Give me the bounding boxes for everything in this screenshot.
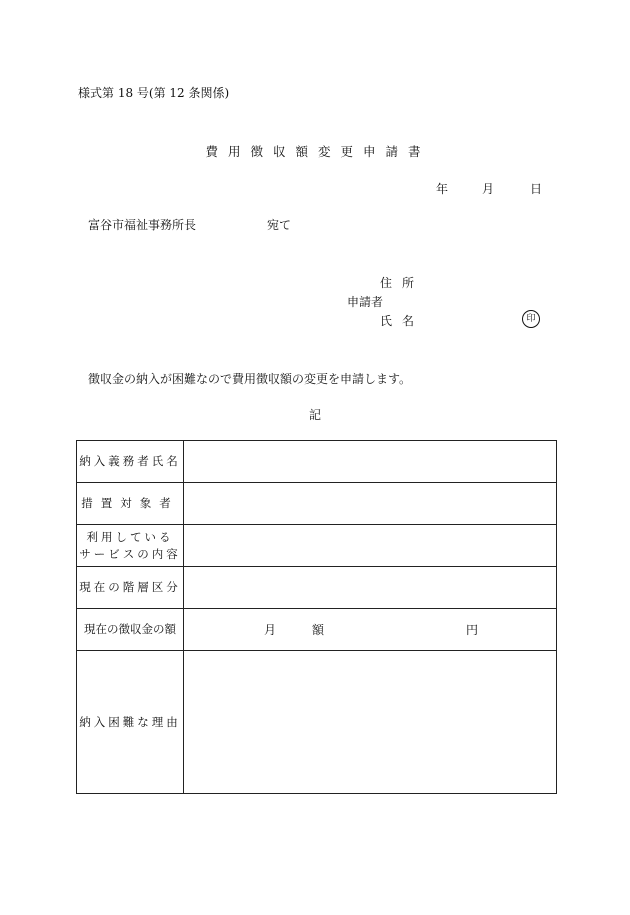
ki-heading: 記 <box>308 408 321 422</box>
amount-label: 額 <box>312 623 325 637</box>
addressee-suffix: 宛て <box>267 218 292 232</box>
reason-label: 納入困難な理由 <box>77 651 184 794</box>
target-person-field[interactable] <box>184 483 557 525</box>
table-row <box>77 567 557 609</box>
current-fee-label: 現在の徴収金の額 <box>77 609 184 651</box>
yen-unit-label: 円 <box>466 623 479 637</box>
income-bracket-field[interactable] <box>184 567 557 609</box>
income-bracket-label: 現在の階層区分 <box>77 567 184 609</box>
date-day-label: 日 <box>530 182 543 196</box>
table-row <box>77 483 557 525</box>
service-label-line2: サービスの内容 <box>79 546 181 561</box>
name-label: 氏名 <box>380 314 425 328</box>
service-label-line1: 利用している <box>86 529 174 544</box>
reason-field[interactable] <box>184 651 557 794</box>
target-person-label: 措置対象者 <box>77 483 184 525</box>
seal-mark-icon: 印 <box>522 310 540 328</box>
payer-name-label: 納入義務者氏名 <box>77 441 184 483</box>
payer-name-field[interactable] <box>184 441 557 483</box>
table-row <box>77 609 557 651</box>
applicant-label: 申請者 <box>347 295 384 309</box>
date-year-label: 年 <box>436 182 449 196</box>
date-month-label: 月 <box>482 182 495 196</box>
address-label: 住所 <box>380 276 425 290</box>
document-title: 費用徴収額変更申請書 <box>205 144 431 159</box>
addressee-name: 富谷市福祉事務所長 <box>88 218 197 232</box>
service-content-label <box>77 525 184 567</box>
monthly-label: 月 <box>264 623 277 637</box>
application-statement: 徴収金の納入が困難なので費用徴収額の変更を申請します。 <box>88 372 412 386</box>
application-table <box>76 440 557 794</box>
table-row <box>77 651 557 794</box>
service-content-field[interactable] <box>184 525 557 567</box>
current-fee-field[interactable] <box>184 609 557 651</box>
table-row <box>77 441 557 483</box>
form-number: 様式第 18 号(第 12 条関係) <box>78 86 230 100</box>
table-row <box>77 525 557 567</box>
